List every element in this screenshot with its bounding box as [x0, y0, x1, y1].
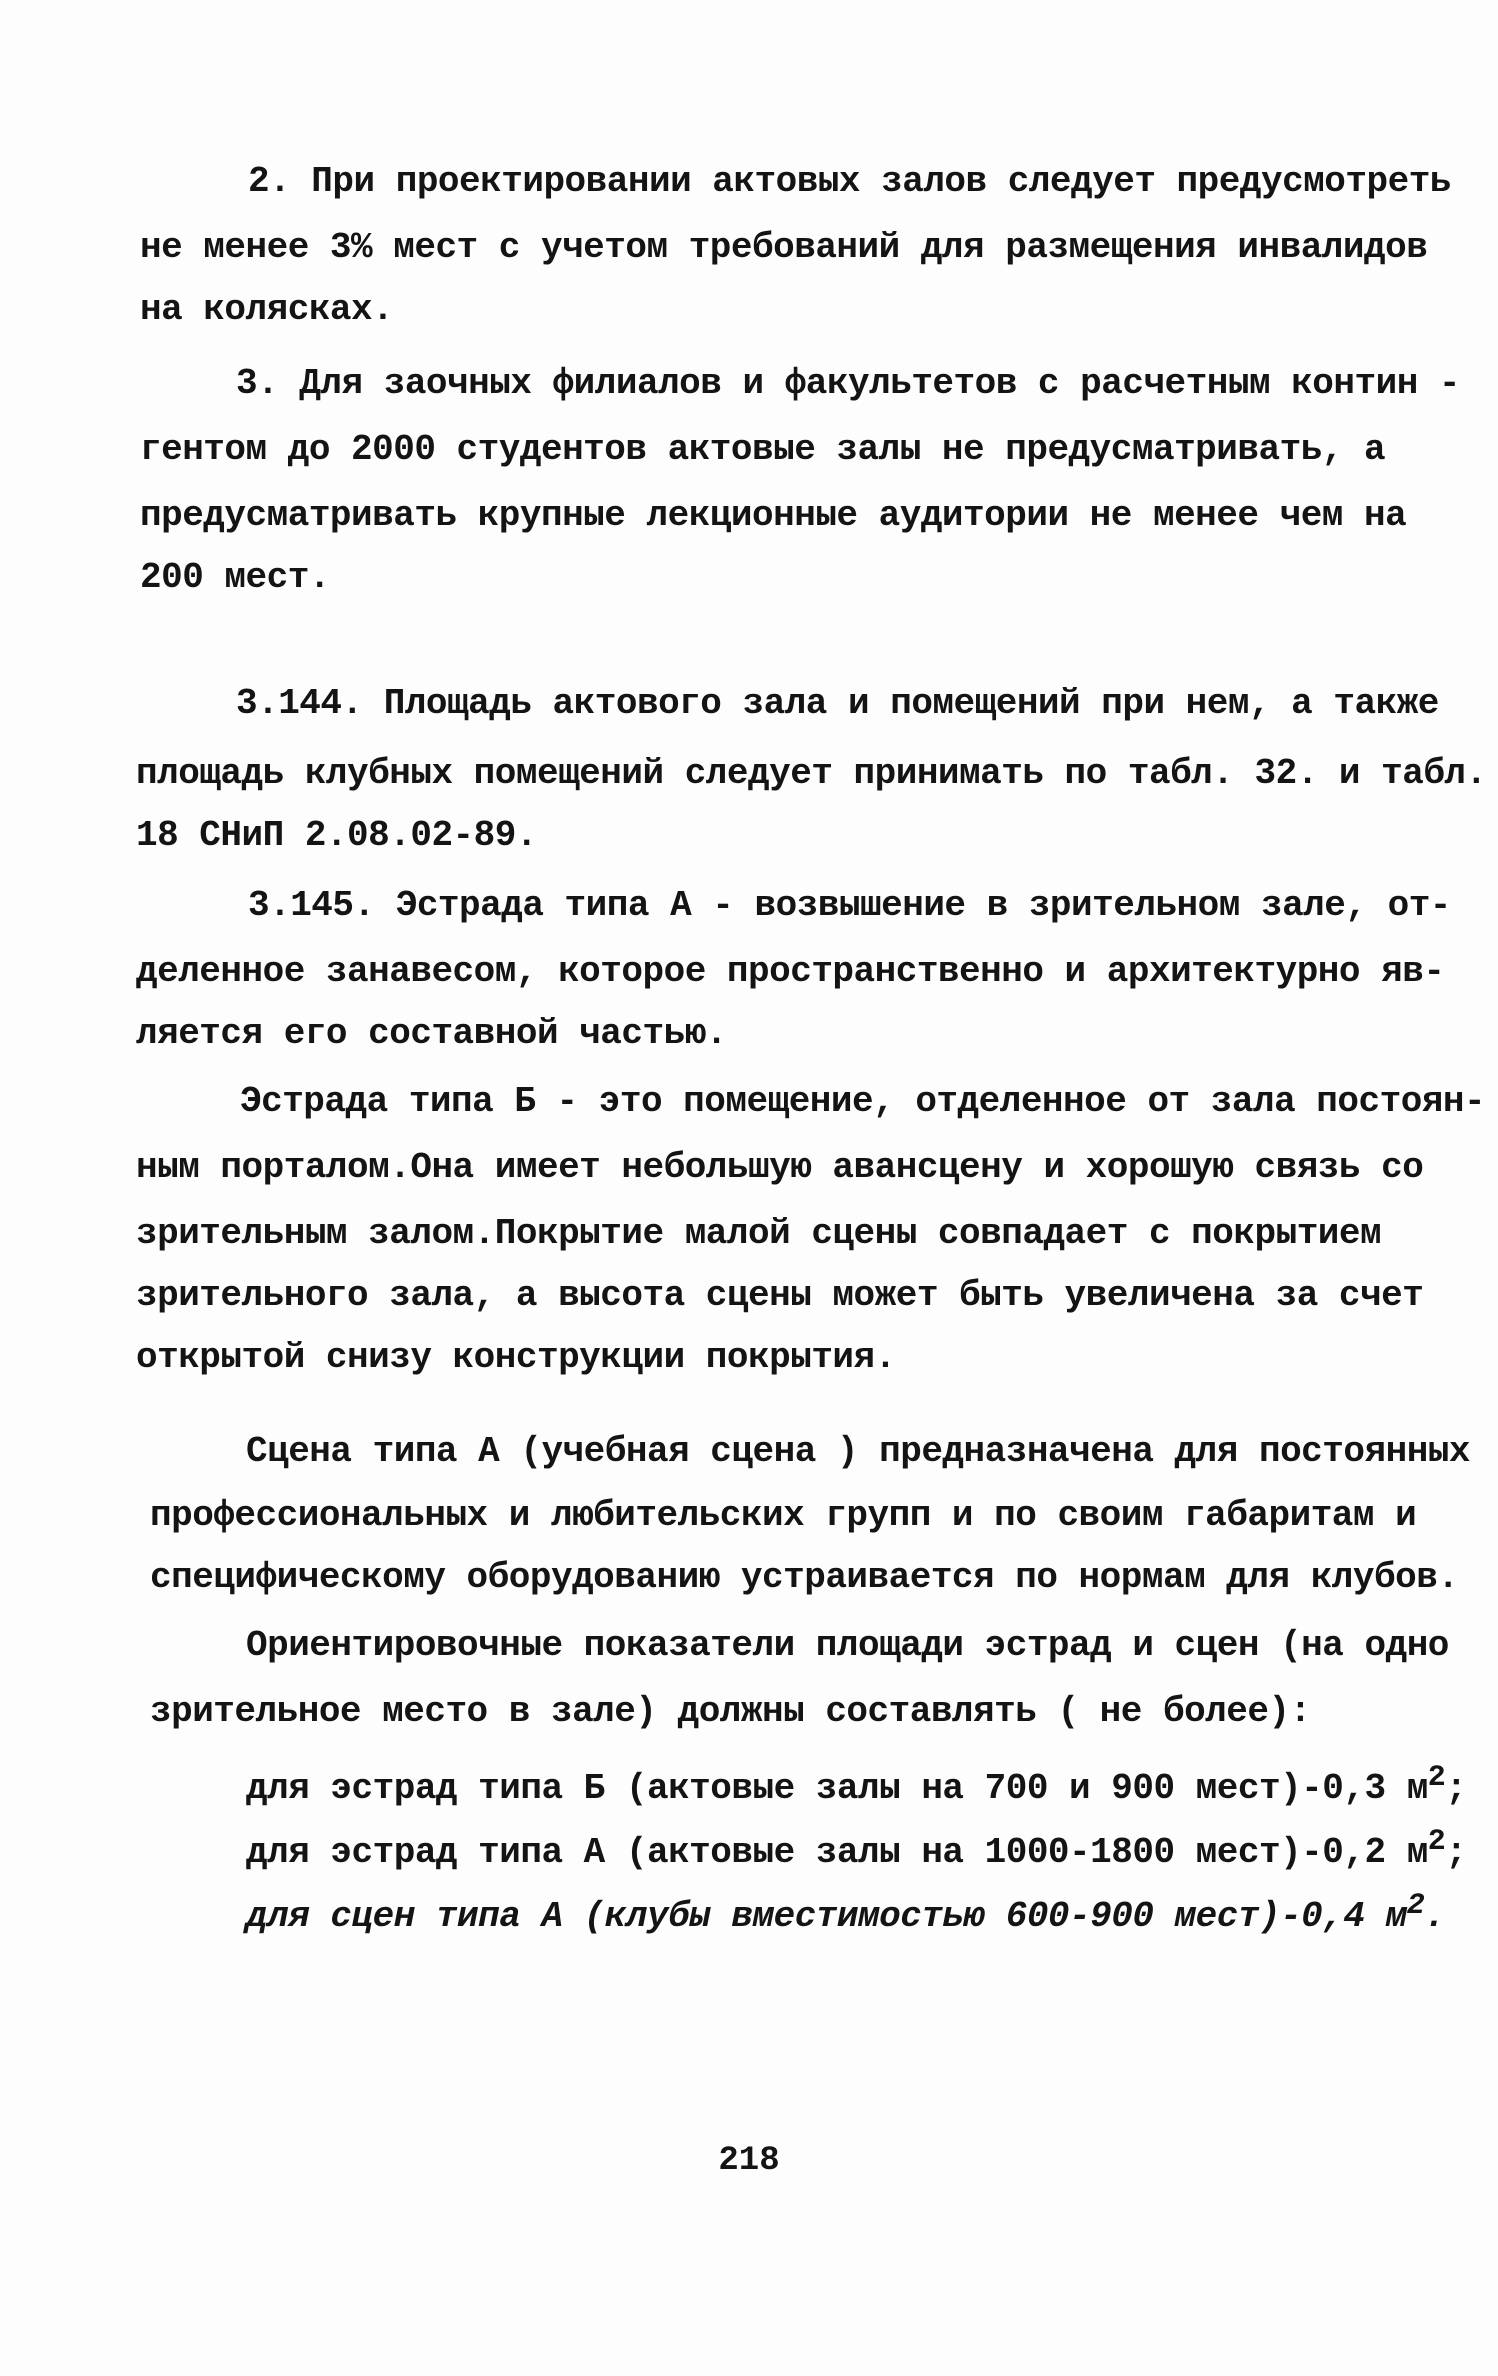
- text-line: ляется его составной частью.: [136, 1013, 727, 1054]
- text-line: 200 мест.: [140, 557, 330, 598]
- norm-line: для эстрад типа Б (актовые залы на 700 и 900 мест)-0,3 $м^2$;: [246, 1761, 1467, 1809]
- text-line: Ориентировочные показатели площади эстрад и сцен (на одно: [246, 1625, 1449, 1666]
- text-line: Сцена типа А (учебная сцена ) предназначена для постоянных: [246, 1431, 1471, 1472]
- text-line: 18 СНиП 2.08.02-89.: [136, 815, 537, 856]
- text-line: 3.144. Площадь актового зала и помещений при нем, а также: [236, 683, 1439, 724]
- text-line: зрительное место в зале) должны составлять ( не более):: [150, 1691, 1311, 1732]
- superscript: 2: [1427, 1825, 1446, 1859]
- text-line: открытой снизу конструкции покрытия.: [136, 1337, 896, 1378]
- norm-line: для сцен типа А (клубы вместимостью 600-900 мест)-0,4 $м^2$.: [246, 1889, 1446, 1937]
- text-line: специфическому оборудованию устраивается по нормам для клубов.: [150, 1557, 1459, 1598]
- text-line: Эстрада типа Б - это помещение, отделенное от зала постоян-: [240, 1081, 1486, 1122]
- norm-line: для эстрад типа А (актовые залы на 1000-1800 мест)-0,2 $м^2$;: [246, 1825, 1467, 1873]
- text-line: предусматривать крупные лекционные аудитории не менее чем на: [140, 495, 1407, 536]
- text-line: деленное занавесом, которое пространственно и архитектурно яв-: [136, 951, 1445, 992]
- text-line: не менее 3% мест с учетом требований для размещения инвалидов: [140, 227, 1428, 268]
- text-line: зрительным залом.Покрытие малой сцены совпадает с покрытием: [136, 1213, 1382, 1254]
- text-line: площадь клубных помещений следует принимать по табл. 32. и табл.: [136, 753, 1487, 794]
- text-line: зрительного зала, а высота сцены может быть увеличена за счет: [136, 1275, 1424, 1316]
- text-line: гентом до 2000 студентов актовые залы не предусматривать, а: [140, 429, 1386, 470]
- text-line: 3. Для заочных филиалов и факультетов с расчетным контин -: [236, 363, 1461, 404]
- text-line: профессиональных и любительских групп и по своим габаритам и: [150, 1495, 1417, 1536]
- text-line: на колясках.: [140, 289, 394, 330]
- text-line: 2. При проектировании актовых залов следует предусмотреть: [248, 161, 1451, 202]
- text-line: ным порталом.Она имеет небольшую авансцену и хорошую связь со: [136, 1147, 1424, 1188]
- text-line: 3.145. Эстрада типа А - возвышение в зрительном зале, от-: [248, 885, 1451, 926]
- page-number: 218: [718, 2142, 780, 2180]
- superscript: 2: [1406, 1889, 1425, 1923]
- superscript: 2: [1427, 1761, 1446, 1795]
